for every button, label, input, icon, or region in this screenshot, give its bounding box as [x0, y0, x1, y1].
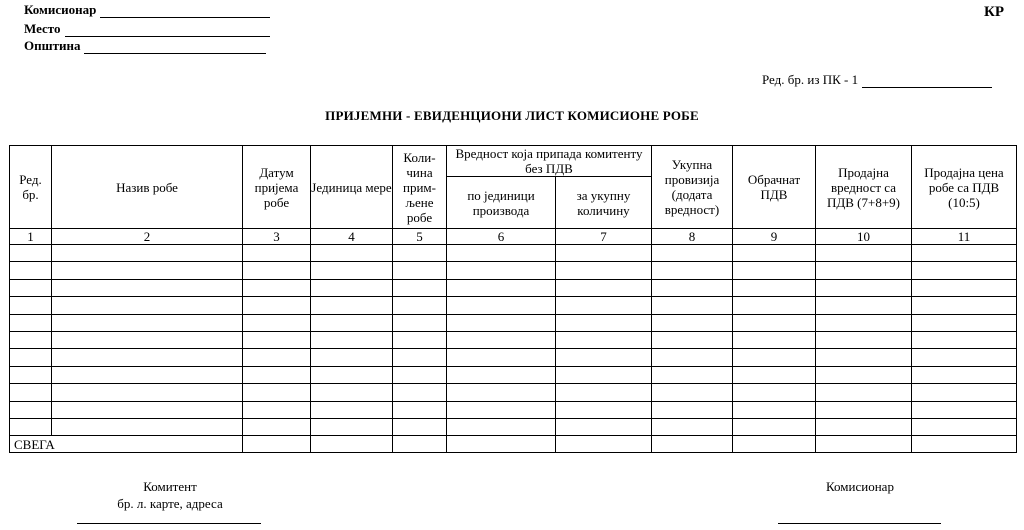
table-cell[interactable] [912, 279, 1017, 296]
total-cell[interactable] [311, 436, 393, 453]
table-cell[interactable] [52, 262, 243, 279]
total-cell[interactable] [733, 436, 816, 453]
table-cell[interactable] [556, 279, 652, 296]
table-cell[interactable] [912, 331, 1017, 348]
col-header-naziv: Назив робе [52, 146, 243, 229]
table-cell[interactable] [652, 349, 733, 366]
table-cell[interactable] [652, 245, 733, 262]
table-row [10, 314, 1017, 331]
table-cell[interactable] [556, 314, 652, 331]
col-header-provizija: Укупна провизија (додата вредност) [652, 146, 733, 229]
table-cell[interactable] [912, 366, 1017, 383]
table-cell[interactable] [556, 262, 652, 279]
table-cell[interactable] [311, 245, 393, 262]
total-cell[interactable] [393, 436, 447, 453]
table-row [10, 331, 1017, 348]
table-cell[interactable] [447, 314, 556, 331]
table-cell[interactable] [243, 279, 311, 296]
mesto-label: Место [24, 21, 61, 36]
table-cell[interactable] [393, 262, 447, 279]
table-row [10, 349, 1017, 366]
komisionar-signature-label [780, 478, 940, 495]
table-cell[interactable] [311, 314, 393, 331]
table-cell[interactable] [652, 314, 733, 331]
col-number: 6 [447, 229, 556, 245]
table-cell[interactable] [311, 331, 393, 348]
col-number: 8 [652, 229, 733, 245]
table-cell[interactable] [311, 418, 393, 435]
table-cell[interactable] [733, 401, 816, 418]
total-label: СВЕГА [10, 436, 243, 453]
table-cell[interactable] [556, 331, 652, 348]
col-number: 2 [52, 229, 243, 245]
table-cell[interactable] [447, 384, 556, 401]
table-cell[interactable] [816, 401, 912, 418]
table-cell[interactable] [52, 418, 243, 435]
col-number: 11 [912, 229, 1017, 245]
table-cell[interactable] [393, 384, 447, 401]
table-cell[interactable] [10, 401, 52, 418]
table-cell[interactable] [10, 366, 52, 383]
table-row [10, 366, 1017, 383]
table-row [10, 262, 1017, 279]
col-header-po-jedinici: по јединици производа [447, 177, 556, 229]
table-cell[interactable] [52, 401, 243, 418]
table-cell[interactable] [816, 384, 912, 401]
table-cell[interactable] [243, 366, 311, 383]
komisionar-sign-label: Комисионар [826, 479, 894, 494]
mesto-input-line[interactable] [65, 24, 270, 37]
table-cell[interactable] [10, 314, 52, 331]
total-cell[interactable] [556, 436, 652, 453]
table-cell[interactable] [816, 349, 912, 366]
table-cell[interactable] [733, 245, 816, 262]
table-cell[interactable] [816, 262, 912, 279]
table-cell[interactable] [652, 418, 733, 435]
table-cell[interactable] [912, 384, 1017, 401]
table-cell[interactable] [243, 331, 311, 348]
table-cell[interactable] [311, 262, 393, 279]
table-cell[interactable] [10, 279, 52, 296]
total-cell[interactable] [447, 436, 556, 453]
total-cell[interactable] [912, 436, 1017, 453]
table-cell[interactable] [10, 331, 52, 348]
table-cell[interactable] [311, 349, 393, 366]
table-cell[interactable] [816, 245, 912, 262]
table-row [10, 418, 1017, 435]
col-number: 3 [243, 229, 311, 245]
table-cell[interactable] [447, 401, 556, 418]
table-cell[interactable] [912, 245, 1017, 262]
table-cell[interactable] [311, 297, 393, 314]
table-cell[interactable] [816, 314, 912, 331]
table-cell[interactable] [912, 418, 1017, 435]
table-row [10, 279, 1017, 296]
table-cell[interactable] [652, 366, 733, 383]
table-cell[interactable] [556, 366, 652, 383]
table-cell[interactable] [447, 418, 556, 435]
komisionar-field [24, 2, 270, 18]
col-number: 1 [10, 229, 52, 245]
table-row [10, 297, 1017, 314]
table-cell[interactable] [52, 314, 243, 331]
table-cell[interactable] [10, 297, 52, 314]
table-cell[interactable] [733, 297, 816, 314]
table-cell[interactable] [243, 384, 311, 401]
table-cell[interactable] [652, 297, 733, 314]
col-number: 10 [816, 229, 912, 245]
table-cell[interactable] [243, 262, 311, 279]
form-code: КР [983, 4, 1004, 20]
table-cell[interactable] [10, 262, 52, 279]
table-cell[interactable] [10, 418, 52, 435]
col-header-za-ukupnu: за укупну количину [556, 177, 652, 229]
total-cell[interactable] [243, 436, 311, 453]
col-header-prodajna-vrednost: Продајна вредност са ПДВ (7+8+9) [816, 146, 912, 229]
table-cell[interactable] [52, 279, 243, 296]
ref-label: Ред. бр. из ПК - 1 [762, 72, 859, 87]
table-cell[interactable] [447, 349, 556, 366]
table-cell[interactable] [52, 297, 243, 314]
table-cell[interactable] [447, 331, 556, 348]
table-cell[interactable] [52, 366, 243, 383]
table-cell[interactable] [447, 297, 556, 314]
col-header-obracunat: Обрачнат ПДВ [733, 146, 816, 229]
table-cell[interactable] [52, 245, 243, 262]
opstina-field [24, 38, 266, 54]
table-cell[interactable] [243, 401, 311, 418]
table-cell[interactable] [556, 297, 652, 314]
table-cell[interactable] [243, 418, 311, 435]
komitent-signature-line[interactable] [77, 523, 261, 524]
goods-table [9, 145, 1017, 453]
col-number: 4 [311, 229, 393, 245]
table-cell[interactable] [816, 297, 912, 314]
table-cell[interactable] [652, 262, 733, 279]
komisionar-signature-line[interactable] [778, 523, 941, 524]
table-cell[interactable] [243, 349, 311, 366]
table-cell[interactable] [733, 262, 816, 279]
ref-input-line[interactable] [862, 75, 992, 88]
table-cell[interactable] [393, 279, 447, 296]
komitent-details-label: бр. л. карте, адреса [117, 496, 223, 511]
table-cell[interactable] [733, 384, 816, 401]
table-cell[interactable] [816, 366, 912, 383]
total-cell[interactable] [816, 436, 912, 453]
table-cell[interactable] [393, 366, 447, 383]
table-cell[interactable] [733, 331, 816, 348]
table-cell[interactable] [393, 349, 447, 366]
table-cell[interactable] [311, 384, 393, 401]
table-cell[interactable] [652, 331, 733, 348]
table-cell[interactable] [311, 279, 393, 296]
table-cell[interactable] [912, 349, 1017, 366]
table-row [10, 384, 1017, 401]
komisionar-input-line[interactable] [100, 5, 270, 18]
table-cell[interactable] [393, 297, 447, 314]
table-cell[interactable] [52, 331, 243, 348]
total-row [10, 436, 1017, 453]
table-cell[interactable] [393, 331, 447, 348]
table-cell[interactable] [912, 297, 1017, 314]
table-cell[interactable] [10, 384, 52, 401]
table-cell[interactable] [733, 349, 816, 366]
table-cell[interactable] [816, 279, 912, 296]
table-cell[interactable] [733, 418, 816, 435]
table-cell[interactable] [10, 349, 52, 366]
table-cell[interactable] [393, 314, 447, 331]
table-cell[interactable] [733, 366, 816, 383]
col-number: 9 [733, 229, 816, 245]
table-cell[interactable] [652, 384, 733, 401]
col-header-jedinica: Јединица мере [311, 146, 393, 229]
table-cell[interactable] [311, 366, 393, 383]
table-cell[interactable] [912, 262, 1017, 279]
table-cell[interactable] [652, 401, 733, 418]
table-cell[interactable] [243, 314, 311, 331]
total-cell[interactable] [652, 436, 733, 453]
table-cell[interactable] [393, 245, 447, 262]
table-cell[interactable] [556, 384, 652, 401]
table-cell[interactable] [733, 279, 816, 296]
table-cell[interactable] [243, 297, 311, 314]
col-number: 7 [556, 229, 652, 245]
komitent-label: Комитент [143, 479, 197, 494]
table-cell[interactable] [243, 245, 311, 262]
table-row [10, 401, 1017, 418]
col-header-prodajna-cena: Продајна цена робе са ПДВ (10:5) [912, 146, 1017, 229]
col-number: 5 [393, 229, 447, 245]
table-cell[interactable] [652, 279, 733, 296]
table-cell[interactable] [10, 245, 52, 262]
table-cell[interactable] [52, 349, 243, 366]
col-header-vrednost-group: Вредност која припада комитенту без ПДВ [447, 146, 652, 177]
opstina-input-line[interactable] [84, 41, 266, 54]
table-cell[interactable] [447, 279, 556, 296]
table-cell[interactable] [447, 262, 556, 279]
table-cell[interactable] [447, 245, 556, 262]
table-cell[interactable] [816, 331, 912, 348]
mesto-field [24, 21, 270, 37]
komitent-signature-label [80, 478, 260, 512]
komisionar-label: Комисионар [24, 2, 97, 17]
table-cell[interactable] [733, 314, 816, 331]
col-header-kolicina: Коли-чина прим-љене робе [393, 146, 447, 229]
table-cell[interactable] [816, 418, 912, 435]
table-cell[interactable] [311, 401, 393, 418]
table-cell[interactable] [912, 401, 1017, 418]
table-cell[interactable] [393, 401, 447, 418]
table-cell[interactable] [556, 401, 652, 418]
table-cell[interactable] [52, 384, 243, 401]
table-cell[interactable] [912, 314, 1017, 331]
table-cell[interactable] [393, 418, 447, 435]
table-row [10, 245, 1017, 262]
form-title: ПРИЈЕМНИ - ЕВИДЕНЦИОНИ ЛИСТ КОМИСИОНЕ РОБЕ [325, 108, 699, 123]
opstina-label: Општина [24, 38, 81, 53]
col-header-redbr: Ред. бр. [10, 146, 52, 229]
table-cell[interactable] [447, 366, 556, 383]
column-number-row [10, 229, 1017, 245]
ref-field [762, 72, 992, 88]
col-header-datum: Датум пријема робе [243, 146, 311, 229]
table-cell[interactable] [556, 245, 652, 262]
table-cell[interactable] [556, 418, 652, 435]
table-cell[interactable] [556, 349, 652, 366]
